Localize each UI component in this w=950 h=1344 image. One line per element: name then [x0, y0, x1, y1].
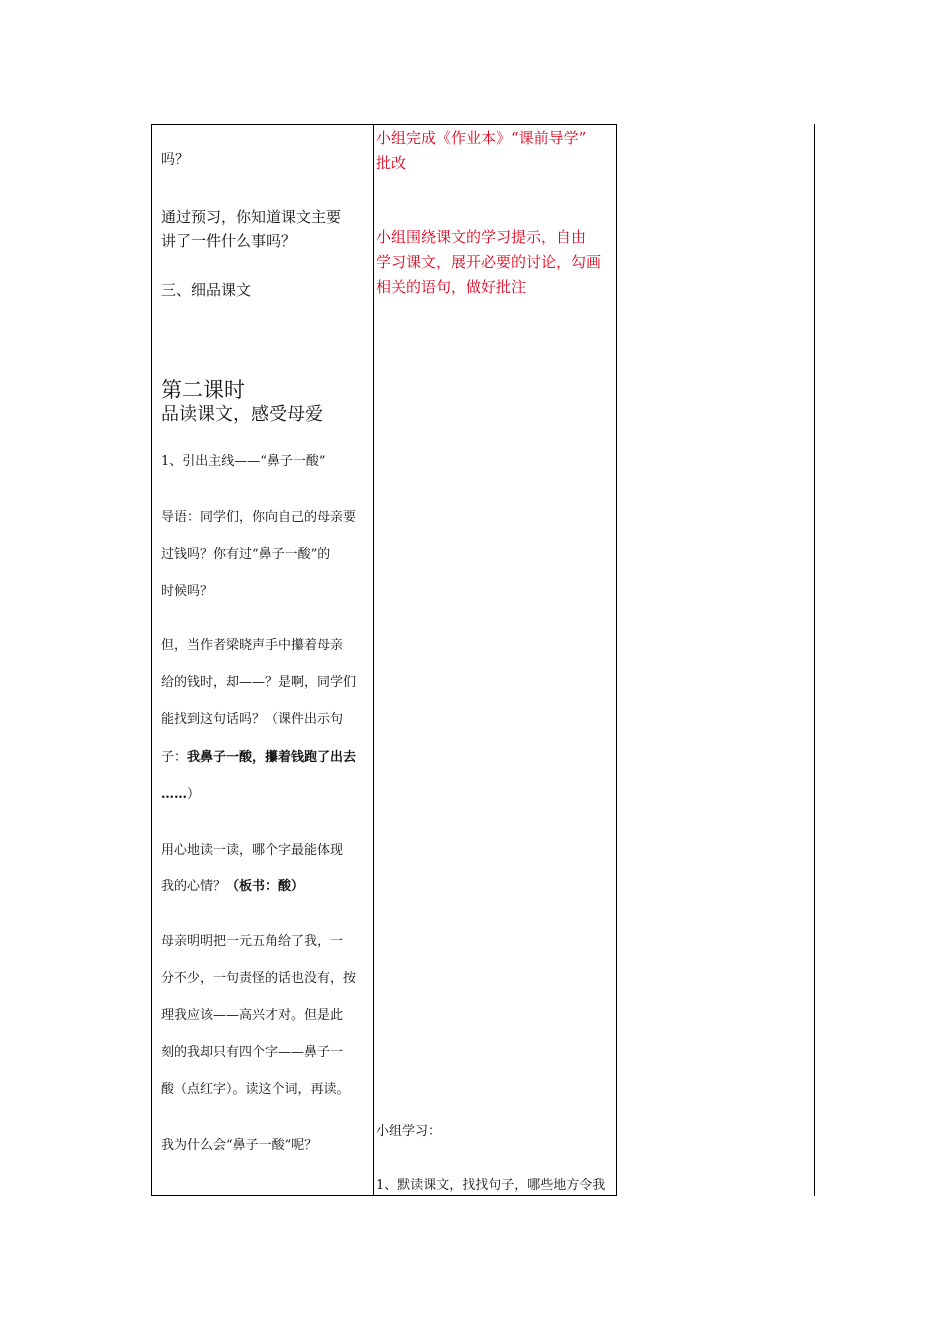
red-note2-line2: 学习课文，展开必要的讨论，勾画: [376, 253, 602, 271]
why-question: 我为什么会“鼻子一酸”呢？: [161, 1138, 318, 1153]
mother-line3: 理我应该——高兴才对。但是此: [161, 1008, 344, 1023]
right-margin-line: [814, 124, 815, 1196]
para-line1: 但，当作者梁晓声手中攥着母亲: [161, 638, 344, 653]
section-heading-3: 三、细品课文: [161, 281, 252, 299]
read-line1: 用心地读一读，哪个字最能体现: [161, 843, 344, 858]
read-line2-prefix: 我的心情？: [161, 879, 227, 894]
para-line5-suffix: ）: [187, 787, 201, 802]
lesson2-subtitle: 品读课文，感受母爱: [161, 404, 323, 425]
intro-line1: 导语：同学们，你向自己的母亲要: [161, 510, 357, 525]
para-line2: 给的钱时，却——？是啊，同学们: [161, 675, 357, 690]
para-line3: 能找到这句话吗？（课件出示句: [161, 712, 344, 727]
quoted-ellipsis: ……: [161, 787, 187, 802]
group-study-label: 小组学习：: [376, 1124, 442, 1139]
board-note: （板书：酸）: [226, 879, 305, 894]
read-line2: [161, 879, 304, 895]
red-note2-line3: 相关的语句，做好批注: [376, 278, 527, 296]
red-note2-line1: 小组围绕课文的学习提示，自由: [376, 228, 587, 246]
step1-heading: 1、引出主线——“鼻子一酸”: [161, 454, 326, 469]
group-study-item1: 1、默读课文，找找句子，哪些地方令我: [376, 1178, 606, 1193]
red-note1-line1: 小组完成《作业本》“课前导学”: [376, 129, 587, 147]
lesson2-title: 第二课时: [161, 378, 245, 402]
left-text-p2-line2: 讲了一件什么事吗？: [161, 232, 297, 250]
para-line4: [161, 750, 356, 766]
para-line4-prefix: 子：: [161, 750, 188, 765]
intro-line3: 时候吗？: [161, 584, 214, 599]
left-text-p2-line1: 通过预习，你知道课文主要: [161, 208, 342, 226]
quoted-sentence: 我鼻子一酸，攥着钱跑了出去: [187, 750, 357, 765]
column-divider: [373, 124, 374, 1196]
mother-line5: 酸（点红字）。读这个词，再读。: [161, 1082, 350, 1097]
mother-line1: 母亲明明把一元五角给了我，一: [161, 934, 344, 949]
red-note1-line2: 批改: [376, 154, 407, 172]
mother-line4: 刻的我却只有四个字——鼻子一: [161, 1045, 344, 1060]
para-line5: [161, 787, 200, 803]
intro-line2: 过钱吗？你有过“鼻子一酸”的: [161, 547, 331, 562]
left-text-p1: 吗？: [161, 152, 189, 168]
mother-line2: 分不少，一句责怪的话也没有，按: [161, 971, 357, 986]
